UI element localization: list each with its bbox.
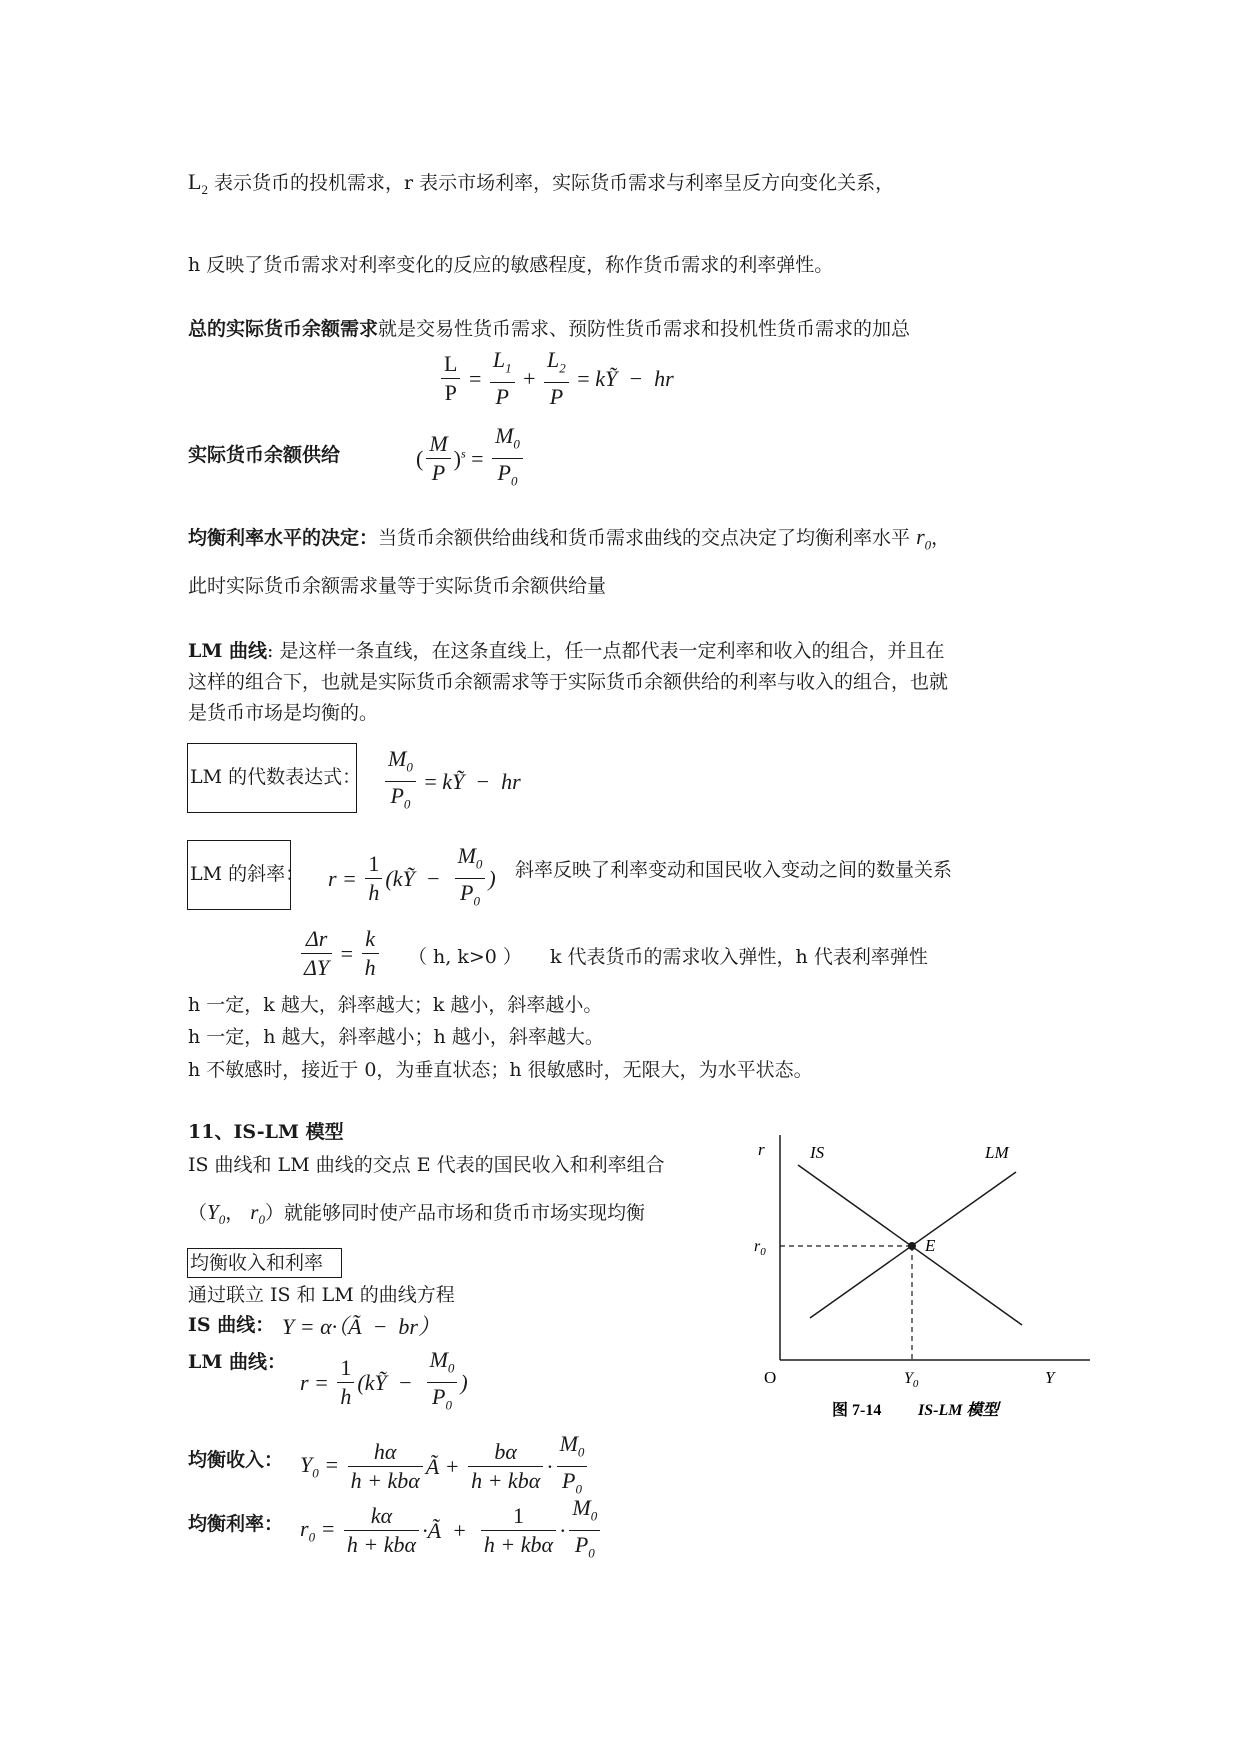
figure-caption-number: 图 7-14 (832, 1402, 882, 1419)
lm-slope-note: 斜率反映了利率变动和国民收入变动之间的数量关系 (515, 859, 953, 881)
section-heading-islm: 11、IS-LM 模型 (188, 1121, 344, 1143)
total-demand-def: 就是交易性货币需求、预防性货币需求和投机性货币需求的加总 (378, 318, 911, 340)
paragraph-l2 (188, 167, 894, 205)
equilibrium-term: 均衡利率水平的决定： (188, 527, 379, 549)
paragraph-equilibrium: 均衡利率水平的决定：当货币余额供给曲线和货币需求曲线的交点决定了均衡利率水平 $r_0$， (188, 524, 951, 553)
label-r0: $r_0$ (754, 1238, 766, 1258)
paragraph-l2-text: 表示货币的投机需求，r 表示市场利率，实际货币需求与利率呈反方向变化关系， (214, 172, 895, 194)
axis-label-r: r (758, 1140, 765, 1159)
figure-caption-title: IS-LM 模型 (918, 1402, 999, 1419)
equilibrium-box: 均衡收入和利率 (187, 1248, 342, 1278)
formula-lm-curve: r = $\frac{1}{h}$ (kỸ − $\frac{M_0}{P_0}$ ) (300, 1347, 468, 1413)
lm-slope-box: LM 的斜率： (187, 840, 291, 910)
rule-line: h 一定，h 越大，斜率越小；h 越小，斜率越大。 (188, 1026, 604, 1048)
equilibrium-def: 当货币余额供给曲线和货币需求曲线的交点决定了均衡利率水平 (378, 527, 911, 549)
formula-equilibrium-rate: $r_0$ = $\frac{k\alpha}{\text{h + kbα}}$ ·Ã + $\frac{1}{\text{h + kbα}}$ · $\frac{M_0}{P_0}$ (300, 1494, 603, 1568)
lm-curve-label: LM 曲线： (188, 1351, 287, 1373)
lm-algebra-box: LM 的代数表达式： (187, 743, 357, 813)
islm-figure (740, 1125, 1100, 1425)
paragraph-h-elasticity: h 反映了货币需求对利率变化的反应的敏感程度，称作货币需求的利率弹性。 (188, 254, 834, 276)
paragraph-lm-curve-3: 是货币市场是均衡的。 (188, 702, 379, 724)
supply-label: 实际货币余额供给 (188, 444, 341, 466)
axis-label-y: Y (1045, 1368, 1055, 1387)
is-curve-label: IS 曲线： (188, 1314, 275, 1336)
slope-condition-note: k 代表货币的需求收入弹性，h 代表利率弹性 (550, 946, 928, 968)
rule-line: h 一定，k 越大，斜率越大；k 越小，斜率越小。 (188, 994, 603, 1016)
equilibrium-rate-label: 均衡利率： (188, 1513, 284, 1535)
total-demand-term: 总的实际货币余额需求 (188, 318, 379, 340)
rule-line: h 不敏感时，接近于 0，为垂直状态；h 很敏感时，无限大，为水平状态。 (188, 1059, 813, 1081)
paragraph-total-demand (188, 314, 910, 344)
formula-lm-slope: r = $\frac{1}{h}$ (kỸ − $\frac{M_0}{P_0}$ ) (328, 843, 496, 909)
formula-equilibrium-income: $Y_0$ = $\frac{h\alpha}{\text{h + kbα}}$ Ã + $\frac{b\alpha}{\text{h + kbα}}$ · $\frac{M_0}{P_0}$ (300, 1430, 590, 1504)
paragraph-lm-curve-2: 这样的组合下，也就是实际货币余额需求等于实际货币余额供给的利率与收入的组合，也就 (188, 671, 949, 693)
label-lm: LM (985, 1143, 1009, 1162)
slope-condition: （ h, k>0 ） (408, 946, 522, 968)
islm-line-1: IS 曲线和 LM 曲线的交点 E 代表的国民收入和利率组合 (188, 1154, 665, 1176)
islm-line-2: （$Y_0$， $r_0$）就能够同时使产品市场和货币市场实现均衡 (188, 1200, 645, 1228)
formula-slope-ratio: $\frac{\Delta r}{\Delta Y}$ = $\frac{k}{h}$ (298, 925, 382, 982)
symbol-l-sub: 2 (201, 181, 208, 197)
symbol-l: L (188, 169, 202, 194)
lm-curve-term: LM 曲线 (188, 640, 268, 662)
label-e: E (925, 1236, 936, 1255)
formula-lm-algebra: $\frac{M_0}{P_0}$ = kỸ − hr (382, 745, 521, 819)
label-is: IS (810, 1143, 825, 1162)
paragraph-lm-curve: LM 曲线: 是这样一条直线，在这条直线上，任一点都代表一定利率和收入的组合，并且在 (188, 640, 945, 662)
paragraph-equilibrium-2: 此时实际货币余额需求量等于实际货币余额供给量 (188, 575, 607, 597)
label-y0: $Y_0$ (904, 1370, 919, 1390)
equilibrium-income-label: 均衡收入： (188, 1449, 284, 1471)
formula-is-curve: Y = α·（Ã − br） (282, 1313, 440, 1339)
equilibrium-point (908, 1242, 916, 1250)
islm-line-3: 通过联立 IS 和 LM 的曲线方程 (188, 1284, 455, 1306)
symbol-r0: $r_0$ (916, 524, 932, 553)
formula-total-demand: $\frac{L}{P}$ = $\frac{L_1}{P}$ + $\frac{L_2}{P}$ = kỸ − hr (438, 346, 674, 411)
formula-supply: ( $\frac{M}{P}$ )$^s$ = $\frac{M_0}{P_0}$ (416, 422, 526, 496)
label-origin: O (764, 1368, 777, 1387)
